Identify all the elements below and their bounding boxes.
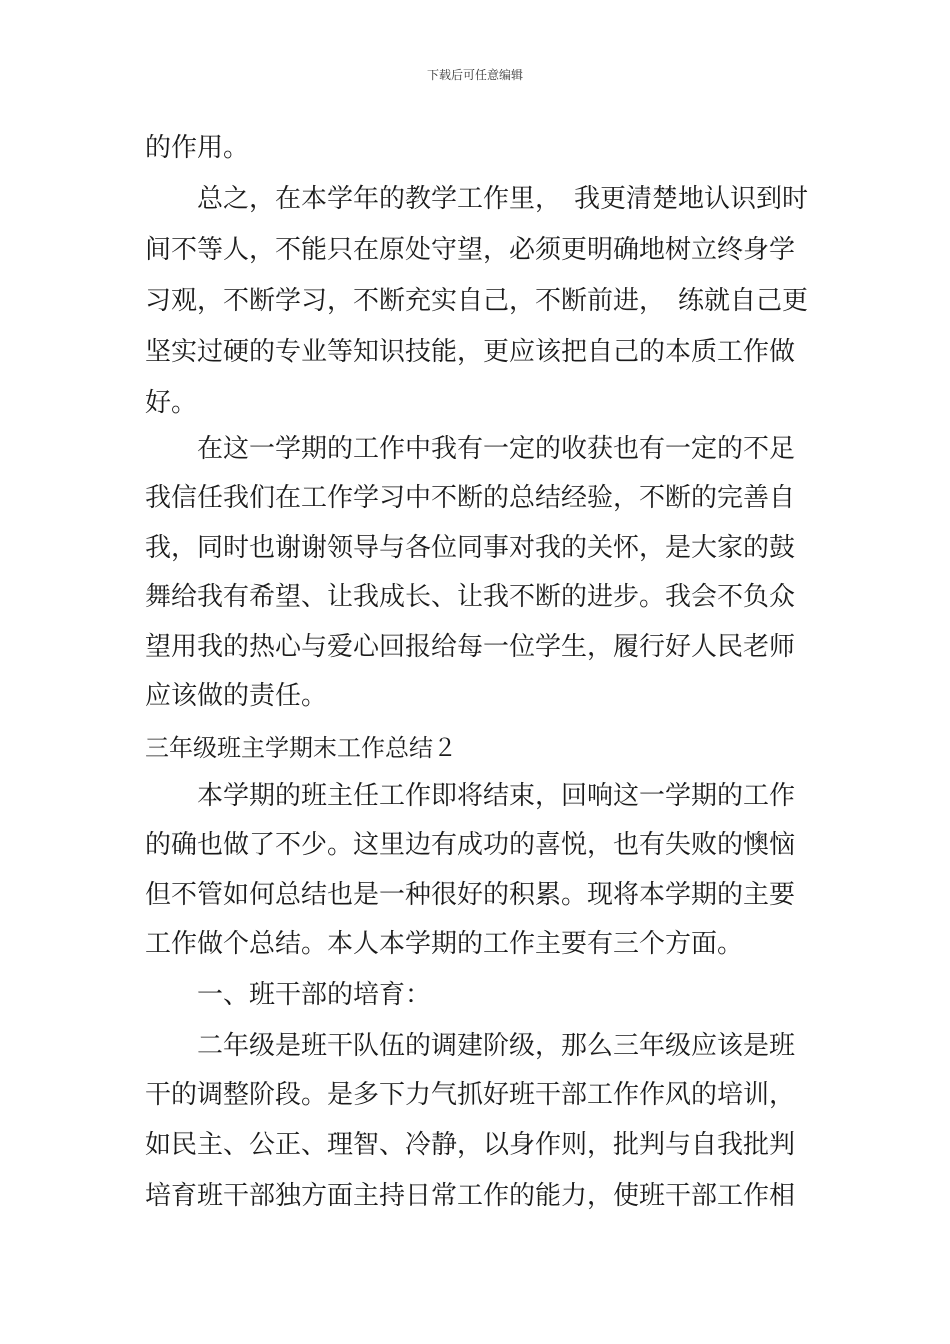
text-line: 干的调整阶段。是多下力气抓好班干部工作作风的培训， [145,1080,796,1110]
text-line: 的确也做了不少。这里边有成功的喜悦，也有失败的懊恼 [145,830,796,860]
text-line: 好。 [145,388,198,418]
section-heading: 三年级班主学期末工作总结２ [145,734,457,762]
text-line: 二年级是班干队伍的调建阶级，那么三年级应该是班 [145,1031,796,1061]
text-line: 舞给我有希望、让我成长、让我不断的进步。我会不负众 [145,582,796,612]
text-line: 我，同时也谢谢领导与各位同事对我的关怀，是大家的鼓 [145,533,796,563]
text-line: 本学期的班主任工作即将结束，回响这一学期的工作 [145,781,796,811]
text-line: 间不等人，不能只在原处守望，必须更明确地树立终身学 [145,235,796,265]
page-header: 下载后可任意编辑 [426,68,523,82]
text-line: 培育班干部独方面主持日常工作的能力，使班干部工作相 [145,1181,796,1211]
text-line: 总之，在本学年的教学工作里， 我更清楚地认识到时 [145,184,809,214]
text-line: 我信任我们在工作学习中不断的总结经验，不断的完善自 [145,483,796,513]
text-line: 坚实过硬的专业等知识技能，更应该把自己的本质工作做 [145,337,796,367]
text-line: 的作用。 [145,133,250,163]
text-line: 在这一学期的工作中我有一定的收获也有一定的不足 [145,434,796,464]
text-line: 如民主、公正、理智、冷静，以身作则，批判与自我批判 [145,1130,796,1160]
text-line: 应该做的责任。 [145,681,328,711]
subsection-heading: 一、班干部的培育： [145,980,432,1010]
text-line: 但不管如何总结也是一种很好的积累。现将本学期的主要 [145,880,796,910]
text-line: 工作做个总结。本人本学期的工作主要有三个方面。 [145,929,744,959]
text-line: 望用我的热心与爱心回报给每一位学生，履行好人民老师 [145,632,796,662]
text-line: 习观，不断学习，不断充实自己，不断前进， 练就自己更 [145,286,809,316]
